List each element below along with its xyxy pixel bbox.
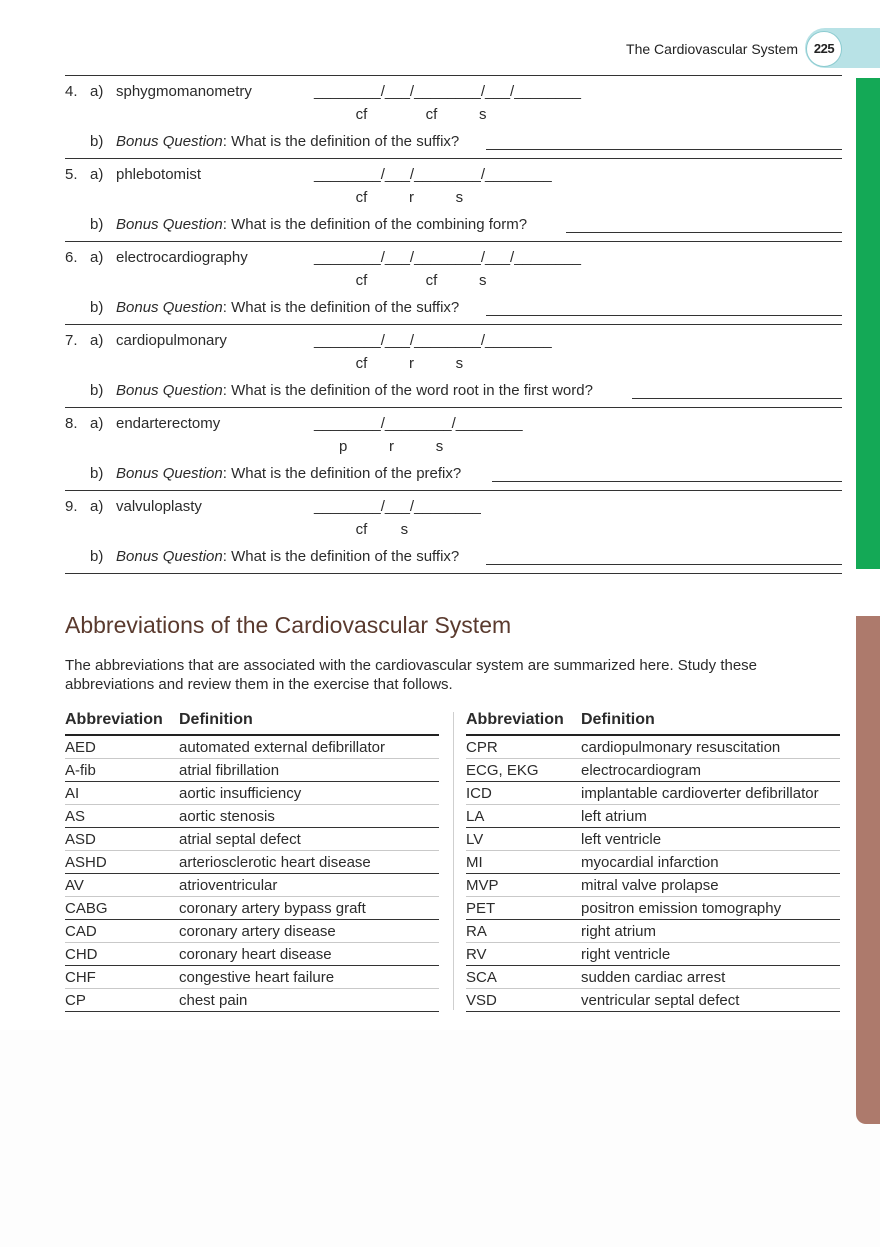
- part-b-label: b): [90, 382, 104, 399]
- exercise-item: [65, 158, 842, 241]
- definition-cell: aortic stenosis: [179, 808, 275, 825]
- table-row: [466, 736, 840, 759]
- abbreviation-cell: MVP: [466, 877, 499, 894]
- abbreviation-cell: CP: [65, 992, 86, 1009]
- table-row: [65, 897, 439, 920]
- definition-cell: mitral valve prolapse: [581, 877, 719, 894]
- part-a-label: a): [90, 498, 104, 515]
- chapter-tab-brown: [856, 616, 880, 1124]
- abbreviation-cell: LA: [466, 808, 485, 825]
- medical-term: cardiopulmonary: [116, 332, 227, 349]
- abbreviation-cell: RV: [466, 946, 487, 963]
- table-row: [466, 828, 840, 851]
- definition-cell: chest pain: [179, 992, 248, 1009]
- part-a-label: a): [90, 415, 104, 432]
- bonus-label: Bonus Question: [116, 382, 223, 399]
- word-part-labels: p r s: [314, 438, 444, 455]
- bonus-label: Bonus Question: [116, 133, 223, 150]
- section-intro: The abbreviations that are associated with the cardiovascular system are summarized here. Study these abbreviations and review them in the exercise that follows.: [65, 657, 758, 693]
- abbreviation-cell: LV: [466, 831, 484, 848]
- exercise-number: 7.: [65, 332, 78, 349]
- table-row: [65, 805, 439, 828]
- exercise-item: [65, 75, 842, 158]
- table-row: [65, 782, 439, 805]
- table-row: [466, 782, 840, 805]
- abbreviation-cell: PET: [466, 900, 496, 917]
- bonus-label: Bonus Question: [116, 216, 223, 233]
- page-background: [0, 1030, 880, 1247]
- answer-line[interactable]: [486, 149, 842, 150]
- question-text: : What is the definition of the word root in the first word?: [222, 382, 593, 399]
- definition-cell: left ventricle: [581, 831, 662, 848]
- abbreviation-cell: AS: [65, 808, 86, 825]
- definition-cell: atrioventricular: [179, 877, 278, 894]
- exercise-item: [65, 490, 842, 574]
- exercise-number: 8.: [65, 415, 78, 432]
- table-row: [466, 897, 840, 920]
- bonus-question: [116, 216, 527, 233]
- abbreviation-cell: SCA: [466, 969, 497, 986]
- abbreviation-table-right: [466, 708, 840, 1012]
- exercise-number: 4.: [65, 83, 78, 100]
- definition-cell: electrocardiogram: [581, 762, 702, 779]
- table-row: [466, 851, 840, 874]
- word-part-blanks[interactable]: ________/___/________/________: [314, 166, 552, 183]
- definition-cell: ventricular septal defect: [581, 992, 740, 1009]
- table-row: [65, 759, 439, 782]
- definition-cell: atrial fibrillation: [179, 762, 280, 779]
- definition-cell: arteriosclerotic heart disease: [179, 854, 371, 871]
- definition-cell: right atrium: [581, 923, 657, 940]
- definition-cell: coronary artery bypass graft: [179, 900, 366, 917]
- table-row: [65, 943, 439, 966]
- bonus-label: Bonus Question: [116, 548, 223, 565]
- part-b-label: b): [90, 299, 104, 316]
- table-row: [466, 805, 840, 828]
- exercise-item: [65, 407, 842, 490]
- header-definition: Definition: [581, 711, 655, 728]
- abbreviation-cell: ASHD: [65, 854, 107, 871]
- question-text: : What is the definition of the prefix?: [222, 465, 462, 482]
- abbreviation-cell: RA: [466, 923, 487, 940]
- word-part-labels: cf cf s: [314, 272, 487, 289]
- definition-cell: automated external defibrillator: [179, 739, 385, 756]
- exercise-list: [65, 75, 842, 574]
- word-part-blanks[interactable]: ________/________/________: [314, 415, 523, 432]
- abbreviation-cell: VSD: [466, 992, 497, 1009]
- word-part-labels: cf s: [314, 521, 409, 538]
- table-row: [65, 851, 439, 874]
- exercise-number: 9.: [65, 498, 78, 515]
- table-row: [65, 736, 439, 759]
- definition-cell: atrial septal defect: [179, 831, 301, 848]
- definition-cell: left atrium: [581, 808, 647, 825]
- medical-term: endarterectomy: [116, 415, 221, 432]
- question-text: : What is the definition of the suffix?: [222, 548, 460, 565]
- medical-term: sphygmomanometry: [116, 83, 252, 100]
- bonus-question: [116, 548, 459, 565]
- abbreviation-cell: AI: [65, 785, 80, 802]
- abbreviation-cell: CHF: [65, 969, 96, 986]
- definition-cell: right ventricle: [581, 946, 671, 963]
- question-text: : What is the definition of the suffix?: [222, 133, 460, 150]
- abbreviation-cell: A-fib: [65, 762, 96, 779]
- abbreviation-cell: AV: [65, 877, 84, 894]
- chapter-tab-green: [856, 78, 880, 569]
- table-row: [466, 989, 840, 1012]
- bonus-label: Bonus Question: [116, 299, 223, 316]
- table-row: [65, 966, 439, 989]
- definition-cell: coronary heart disease: [179, 946, 332, 963]
- answer-line[interactable]: [492, 481, 842, 482]
- table-row: [65, 989, 439, 1012]
- question-text: : What is the definition of the combining form?: [222, 216, 528, 233]
- table-row: [65, 874, 439, 897]
- page-number: 225: [806, 31, 842, 67]
- part-b-label: b): [90, 465, 104, 482]
- table-row: [466, 966, 840, 989]
- part-b-label: b): [90, 133, 104, 150]
- running-header: The Cardiovascular System: [626, 41, 798, 57]
- table-row: [466, 943, 840, 966]
- part-a-label: a): [90, 249, 104, 266]
- word-part-blanks[interactable]: ________/___/________/___/________: [314, 83, 581, 100]
- medical-term: phlebotomist: [116, 166, 202, 183]
- definition-cell: implantable cardioverter defibrillator: [581, 785, 819, 802]
- abbreviation-cell: ECG, EKG: [466, 762, 539, 779]
- definition-cell: congestive heart failure: [179, 969, 335, 986]
- exercise-item: [65, 324, 842, 407]
- word-part-blanks[interactable]: ________/___/________: [314, 498, 481, 515]
- answer-line[interactable]: [632, 398, 842, 399]
- table-row: [65, 920, 439, 943]
- definition-cell: myocardial infarction: [581, 854, 719, 871]
- word-part-labels: cf r s: [314, 189, 464, 206]
- word-part-labels: cf r s: [314, 355, 464, 372]
- table-header: [466, 708, 840, 736]
- abbreviation-cell: CPR: [466, 739, 498, 756]
- table-header: [65, 708, 439, 736]
- bonus-question: [116, 382, 593, 399]
- table-row: [466, 920, 840, 943]
- table-row: [466, 874, 840, 897]
- bonus-question: [116, 465, 461, 482]
- exercise-item: [65, 241, 842, 324]
- medical-term: electrocardiography: [116, 249, 248, 266]
- abbreviation-cell: MI: [466, 854, 483, 871]
- part-a-label: a): [90, 166, 104, 183]
- answer-line[interactable]: [566, 232, 842, 233]
- header-definition: Definition: [179, 711, 253, 728]
- section-title: Abbreviations of the Cardiovascular System: [65, 612, 512, 638]
- word-part-blanks[interactable]: ________/___/________/___/________: [314, 249, 581, 266]
- abbreviation-cell: ASD: [65, 831, 96, 848]
- part-b-label: b): [90, 548, 104, 565]
- answer-line[interactable]: [486, 564, 842, 565]
- word-part-labels: cf cf s: [314, 106, 487, 123]
- question-text: : What is the definition of the suffix?: [222, 299, 460, 316]
- header-abbreviation: Abbreviation: [466, 711, 564, 728]
- exercise-number: 5.: [65, 166, 78, 183]
- abbreviation-cell: CHD: [65, 946, 98, 963]
- abbreviation-cell: CAD: [65, 923, 97, 940]
- part-a-label: a): [90, 332, 104, 349]
- abbreviation-cell: AED: [65, 739, 96, 756]
- definition-cell: positron emission tomography: [581, 900, 782, 917]
- medical-term: valvuloplasty: [116, 498, 202, 515]
- table-row: [65, 828, 439, 851]
- bonus-question: [116, 133, 459, 150]
- exercise-number: 6.: [65, 249, 78, 266]
- bonus-question: [116, 299, 459, 316]
- bonus-label: Bonus Question: [116, 465, 223, 482]
- abbreviation-table-left: [65, 708, 439, 1012]
- definition-cell: cardiopulmonary resuscitation: [581, 739, 781, 756]
- abbreviation-cell: CABG: [65, 900, 108, 917]
- definition-cell: aortic insufficiency: [179, 785, 302, 802]
- word-part-blanks[interactable]: ________/___/________/________: [314, 332, 552, 349]
- header-abbreviation: Abbreviation: [65, 711, 163, 728]
- answer-line[interactable]: [486, 315, 842, 316]
- definition-cell: coronary artery disease: [179, 923, 336, 940]
- definition-cell: sudden cardiac arrest: [581, 969, 726, 986]
- table-row: [466, 759, 840, 782]
- abbreviation-cell: ICD: [466, 785, 492, 802]
- column-divider: [453, 712, 454, 1010]
- part-a-label: a): [90, 83, 104, 100]
- part-b-label: b): [90, 216, 104, 233]
